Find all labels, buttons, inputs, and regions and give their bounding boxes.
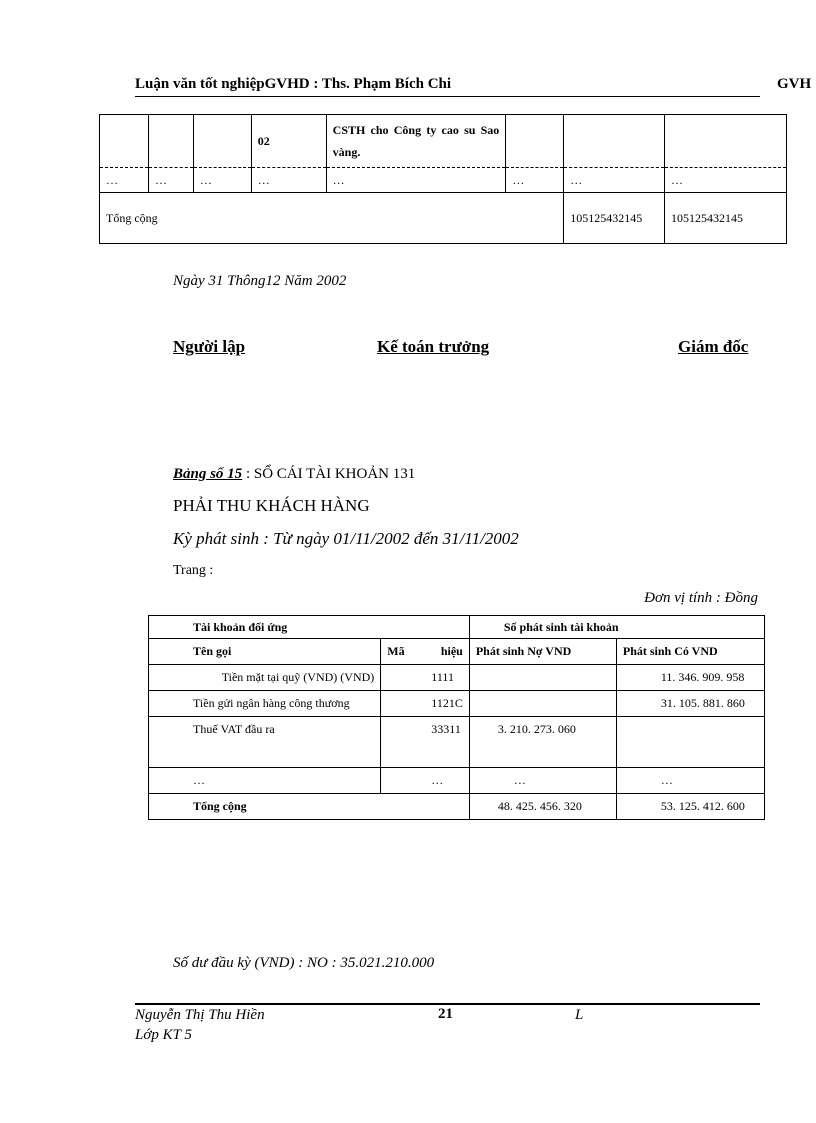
page-number: 21 (438, 1006, 453, 1022)
cell: … (251, 168, 326, 193)
footer-class: Lớp KT 5 (135, 1027, 192, 1043)
table-row (100, 168, 787, 193)
date-line: Ngày 31 Thông12 Năm 2002 (173, 273, 347, 289)
table-row (149, 691, 765, 717)
row-code: 33311 (381, 717, 470, 768)
row-debit: 3. 210. 273. 060 (469, 717, 616, 768)
row-debit: … (469, 768, 616, 794)
header-rule (135, 96, 760, 97)
cell: … (148, 168, 193, 193)
running-header: Luận văn tốt nghiệpGVHD : Ths. Phạm Bích Chi (135, 76, 452, 92)
description: CSTH cho Công ty cao su Sao vàng. (326, 115, 506, 168)
total-row (100, 193, 787, 244)
cell: … (326, 168, 506, 193)
cell: … (193, 168, 251, 193)
col-name: Tên gọi (149, 639, 381, 665)
row-code: 1121C (381, 691, 470, 717)
footer-rule (135, 1003, 760, 1005)
total-credit: 53. 125. 412. 600 (616, 794, 764, 820)
row-name: Tiền mặt tại quỹ (VND) (VND) (149, 665, 381, 691)
col-arising: Số phát sinh tài khoản (469, 616, 764, 639)
unit-label: Đơn vị tính : Đồng (644, 590, 758, 606)
total-credit: 105125432145 (665, 193, 787, 244)
cell: … (665, 168, 787, 193)
col-account: Tài khoản đối ứng (149, 616, 470, 639)
footer-author: Nguyễn Thị Thu Hiền (135, 1007, 265, 1023)
row-code: … (381, 768, 470, 794)
col-credit: Phát sinh Có VND (616, 639, 764, 665)
col-debit: Phát sinh Nợ VND (469, 639, 616, 665)
signature-director: Giám đốc (678, 337, 749, 356)
table-row (149, 665, 765, 691)
page-label: Trang : (173, 563, 214, 578)
row-credit: 31. 105. 881. 860 (616, 691, 764, 717)
signature-chief-accountant: Kế toán trưởng (377, 337, 490, 356)
total-label: Tổng cộng (149, 794, 470, 820)
opening-balance: Số dư đầu kỳ (VND) : NO : 35.021.210.000 (173, 955, 435, 971)
total-row (149, 794, 765, 820)
row-debit (469, 665, 616, 691)
ledger-title: PHẢI THU KHÁCH HÀNG (173, 496, 370, 515)
table-caption: : SỔ CÁI TÀI KHOẢN 131 (242, 466, 416, 482)
table-number: Bảng số 15 (173, 466, 243, 482)
ledger-table (148, 615, 765, 820)
row-name: Thuế VAT đầu ra (149, 717, 381, 768)
row-name: Tiền gửi ngân hàng công thương (149, 691, 381, 717)
running-header-right: GVH (777, 76, 812, 92)
table-row (149, 768, 765, 794)
ledger-period: Kỳ phát sinh : Từ ngày 01/11/2002 đến 31/11/2002 (173, 529, 519, 548)
journal-table (99, 114, 787, 244)
doc-number: 02 (251, 115, 326, 168)
table-row (149, 717, 765, 768)
total-debit: 105125432145 (564, 193, 665, 244)
total-label: Tổng cộng (100, 193, 564, 244)
row-credit: 11. 346. 909. 958 (616, 665, 764, 691)
header-row (149, 639, 765, 665)
row-debit (469, 691, 616, 717)
row-code: 1111 (381, 665, 470, 691)
ledger-label (173, 466, 415, 483)
cell: … (564, 168, 665, 193)
row-credit (616, 717, 764, 768)
footer-letter: L (575, 1007, 584, 1023)
row-name: … (149, 768, 381, 794)
total-debit: 48. 425. 456. 320 (469, 794, 616, 820)
cell: … (506, 168, 564, 193)
header-row (149, 616, 765, 639)
table-row (100, 115, 787, 168)
cell: … (100, 168, 149, 193)
col-code: Mã hiệu (381, 639, 470, 665)
row-credit: … (616, 768, 764, 794)
signature-preparer: Người lập (173, 337, 246, 356)
